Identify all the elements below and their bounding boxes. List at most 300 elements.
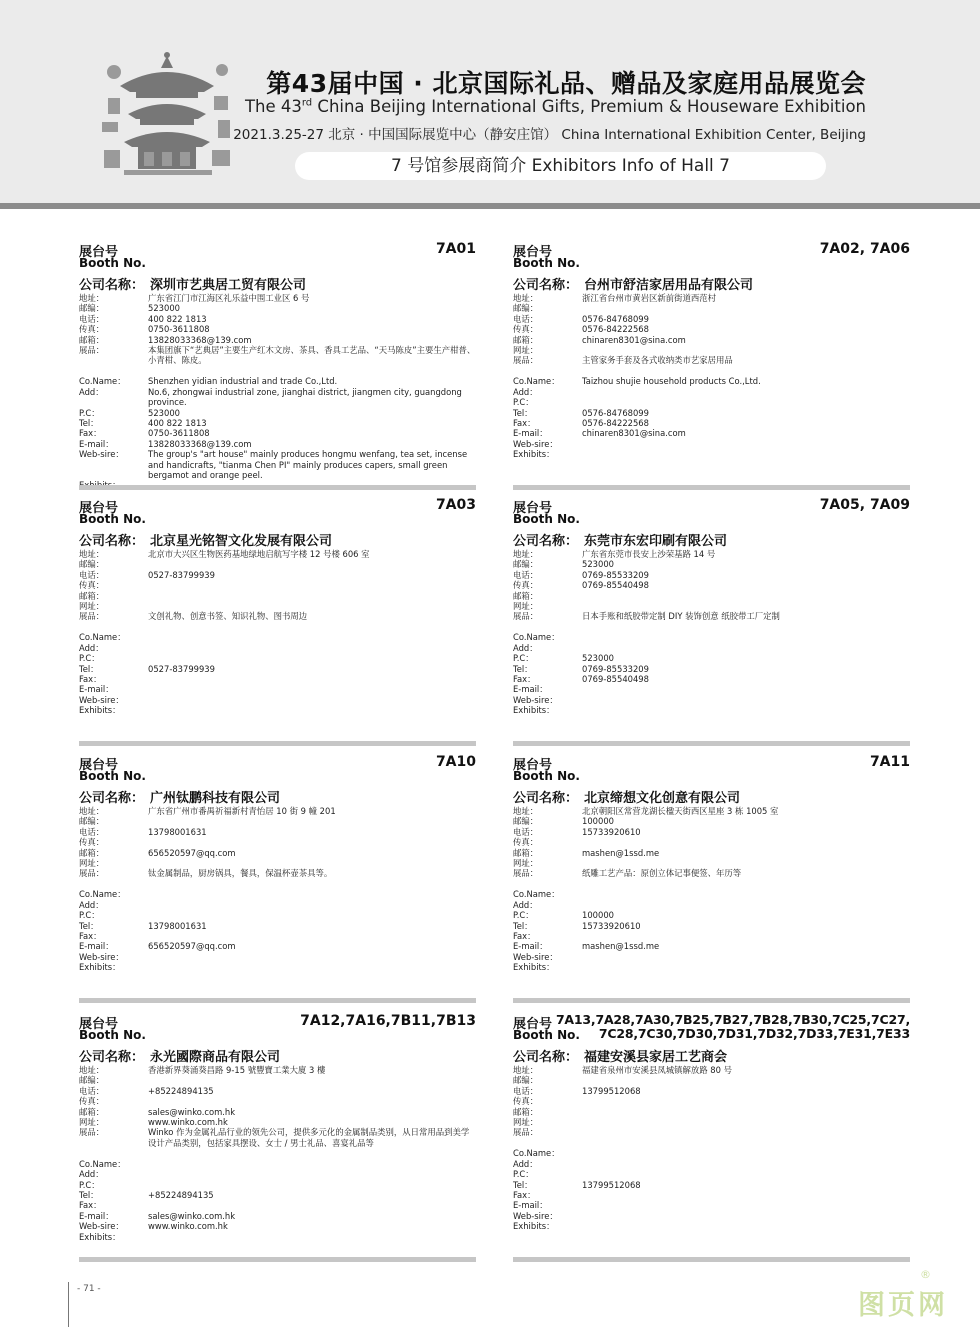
field-label: Fax： (513, 1189, 536, 1200)
field-row-en (513, 428, 910, 438)
field-row-en (79, 653, 476, 663)
field-row-en (79, 931, 476, 941)
field-row-cn (513, 848, 910, 858)
field-label: 地址： (79, 293, 105, 303)
field-value: 0576-84222568 (582, 324, 649, 335)
field-label: 展品： (513, 355, 539, 366)
field-label: 邮箱： (513, 334, 539, 345)
field-value: 13799512068 (582, 1179, 641, 1190)
field-row-en (513, 376, 910, 386)
field-value (582, 1221, 910, 1231)
field-row-en (79, 418, 476, 428)
field-row-en (513, 1190, 910, 1200)
field-row-en (79, 1200, 476, 1210)
field-row-cn (79, 345, 476, 366)
company-name: 北京星光铭智文化发展有限公司 (150, 534, 333, 549)
field-row-en (513, 889, 910, 899)
field-label: 地址： (513, 293, 539, 303)
field-label: Exhibits： (513, 449, 555, 460)
field-value: No.6, zhongwai industrial zone, jianghai district, jiangmen city, guangdong province. (148, 386, 462, 408)
field-row-cn (79, 324, 476, 334)
field-label: 展品： (79, 1127, 105, 1138)
section-gap (79, 622, 476, 633)
field-row-en (79, 705, 476, 715)
field-value (582, 397, 910, 407)
field-value: Shenzhen yidian industrial and trade Co.,Ltd. (148, 376, 338, 387)
field-label: 邮箱： (513, 590, 539, 601)
field-label: 传真： (513, 837, 539, 848)
field-label: P.C： (79, 910, 100, 921)
field-label: 网址： (79, 858, 105, 869)
field-value (148, 962, 476, 972)
field-value: +85224894135 (148, 1085, 214, 1096)
field-value: 文创礼物、创意书签、知识礼物、图书周边 (148, 611, 308, 622)
field-label: 电话： (79, 313, 105, 324)
field-row-en (79, 684, 476, 694)
field-label: 传真： (513, 324, 539, 335)
field-row-cn (79, 806, 476, 816)
field-value (148, 674, 476, 684)
field-value (148, 1180, 476, 1190)
field-row-en (79, 952, 476, 962)
field-row-en (513, 900, 910, 910)
field-row-cn (79, 293, 476, 303)
field-label: 邮箱： (79, 847, 105, 858)
field-row-cn (79, 1075, 476, 1085)
field-label: 地址： (79, 549, 105, 559)
field-value: www.winko.com.hk (148, 1117, 228, 1128)
field-row-en (513, 408, 910, 418)
contact-fields (513, 806, 910, 973)
field-label: E-mail： (79, 1210, 114, 1221)
booth-label-en: Booth No. (513, 1028, 580, 1042)
contact-fields (79, 1065, 476, 1242)
card-divider (79, 485, 476, 490)
field-row-cn (79, 314, 476, 324)
field-label: 电话： (513, 826, 539, 837)
field-value: 福建省泉州市安溪县凤城镇解放路 80 号 (582, 1065, 732, 1075)
field-label: P.C： (79, 407, 100, 418)
field-row-cn (79, 559, 476, 569)
exhibitor-card (79, 241, 476, 490)
field-value: 主管家务手套及各式收纳类市艺家居用品 (582, 355, 733, 366)
field-label: Co.Name： (79, 889, 126, 900)
field-label: 传真： (79, 837, 105, 848)
field-row-cn (79, 837, 476, 847)
field-row-cn (513, 837, 910, 847)
field-row-cn (513, 580, 910, 590)
field-row-cn (513, 806, 910, 816)
field-row-cn (513, 858, 910, 868)
field-row-en (513, 921, 910, 931)
field-value: 0750-3611808 (148, 324, 210, 335)
field-value (148, 858, 476, 868)
field-label: 邮编： (513, 816, 539, 827)
field-label: Exhibits： (513, 1221, 555, 1232)
field-row-en (79, 921, 476, 931)
field-value (582, 345, 910, 355)
field-row-cn (513, 1127, 910, 1137)
field-row-cn (79, 611, 476, 621)
booth-number (556, 1013, 910, 1041)
field-value (582, 962, 910, 972)
field-value: mashen@1ssd.me (582, 941, 660, 952)
section-gap (79, 879, 476, 890)
company-name: 台州市舒洁家居用品有限公司 (584, 278, 754, 293)
field-label: 邮编： (79, 559, 105, 570)
field-value: 浙江省台州市黄岩区新前街道西范村 (582, 293, 716, 303)
field-label: Add： (79, 642, 104, 653)
company-label: 公司名称： (79, 278, 145, 293)
exhibition-title-cn: 第43届中国 · 北京国际礼品、赠品及家庭用品展览会 (266, 69, 866, 98)
field-value (582, 1117, 910, 1127)
field-label: Tel： (79, 417, 99, 428)
field-label: 邮箱： (79, 1106, 105, 1117)
field-row-cn (79, 591, 476, 601)
company-name: 深圳市艺典居工贸有限公司 (150, 278, 307, 293)
field-value: 0576-84768099 (582, 313, 649, 324)
field-row-en (513, 674, 910, 684)
field-row-cn (79, 601, 476, 611)
field-value: 400 822 1813 (148, 417, 207, 428)
field-label: E-mail： (79, 438, 114, 449)
field-label: 传真： (513, 580, 539, 591)
exhibition-logo (100, 52, 235, 177)
field-label: Co.Name： (513, 889, 560, 900)
field-value (148, 591, 476, 601)
field-value: 13799512068 (582, 1085, 641, 1096)
field-row-en (79, 376, 476, 386)
company-name: 福建安溪县家居工艺商会 (584, 1050, 728, 1065)
field-value: The group's "art house" mainly produces hongmu wenfang, tea set, incense and handicrafts, "tianma Chen PI" mainly produces capers, small green bergamot and orange peel. (148, 449, 468, 480)
field-value (582, 1200, 910, 1210)
field-value: www.winko.com.hk (148, 1221, 228, 1232)
field-row-cn (79, 1127, 476, 1148)
field-value: 15733920610 (582, 920, 641, 931)
company-name: 北京缔想文化创意有限公司 (584, 791, 741, 806)
field-label: 邮箱： (79, 590, 105, 601)
section-gap (79, 1148, 476, 1159)
section-gap (513, 622, 910, 633)
field-value (582, 1107, 910, 1117)
field-row-en (79, 643, 476, 653)
field-label: 地址： (513, 549, 539, 559)
booth-label-cn: 展台号 (79, 1017, 119, 1032)
company-label: 公司名称： (513, 278, 579, 293)
field-row-cn (513, 827, 910, 837)
field-row-cn (513, 816, 910, 826)
field-label: Add： (79, 1169, 104, 1180)
field-row-cn (79, 858, 476, 868)
field-row-en (79, 632, 476, 642)
field-row-cn (79, 827, 476, 837)
field-label: Add： (79, 899, 104, 910)
field-value: 0769-85540498 (582, 580, 649, 591)
field-row-cn (79, 1107, 476, 1117)
exhibition-date-venue: 2021.3.25-27 北京 · 中国国际展览中心（静安庄馆） China International Exhibition Center, Beijing (233, 127, 866, 143)
field-value (148, 837, 476, 847)
field-row-en (79, 439, 476, 449)
field-row-en (513, 705, 910, 715)
field-label: Tel： (513, 920, 533, 931)
field-row-en (513, 910, 910, 920)
field-row-cn (513, 570, 910, 580)
company-name-row (79, 787, 280, 806)
field-row-en (79, 941, 476, 951)
field-value: 400 822 1813 (148, 313, 207, 324)
field-label: 地址： (79, 1065, 105, 1075)
field-value: 656520597@qq.com (148, 941, 236, 952)
field-label: Tel： (79, 1189, 99, 1200)
booth-label-en: Booth No. (79, 512, 146, 526)
field-label: 传真： (79, 580, 105, 591)
field-value (148, 816, 476, 826)
card-divider (79, 741, 476, 746)
field-label: Fax： (79, 930, 102, 941)
field-row-cn (79, 1065, 476, 1075)
field-label: 网址： (513, 601, 539, 612)
field-value (582, 931, 910, 941)
field-value (582, 837, 910, 847)
field-row-cn (79, 303, 476, 313)
field-value (148, 1075, 476, 1085)
field-row-en (513, 632, 910, 642)
field-label: Tel： (513, 407, 533, 418)
field-value (582, 1211, 910, 1221)
field-value: 100000 (582, 910, 614, 921)
field-label: 地址： (79, 806, 105, 816)
field-value: 香港新界葵涌葵昌路 9-15 號豐寶工業大廈 3 樓 (148, 1065, 326, 1075)
field-row-cn (79, 570, 476, 580)
exhibitor-card (513, 754, 910, 1003)
field-label: 邮编： (513, 1075, 539, 1086)
field-value (582, 1159, 910, 1169)
field-label: P.C： (79, 653, 100, 664)
field-label: Exhibits： (79, 1231, 121, 1242)
field-value: 523000 (582, 559, 614, 570)
contact-fields (79, 549, 476, 716)
field-label: 展品： (513, 868, 539, 879)
booth-label-en: Booth No. (513, 769, 580, 783)
booth-number: 7A12,7A16,7B11,7B13 (300, 1013, 476, 1029)
field-value (582, 695, 910, 705)
field-label: Co.Name： (79, 376, 126, 387)
field-label: Tel： (513, 1179, 533, 1190)
field-row-en (79, 428, 476, 438)
field-label: P.C： (513, 397, 534, 408)
field-row-en (513, 1221, 910, 1231)
field-row-en (513, 643, 910, 653)
field-row-en (513, 684, 910, 694)
field-value: 523000 (148, 407, 180, 418)
field-row-cn (79, 335, 476, 345)
field-label: Fax： (79, 428, 102, 439)
exhibition-title-en (245, 97, 866, 116)
field-label: P.C： (513, 910, 534, 921)
field-value (582, 439, 910, 449)
field-row-cn (513, 549, 910, 559)
field-value (582, 449, 910, 459)
field-value (582, 858, 910, 868)
booth-label-en: Booth No. (513, 256, 580, 270)
field-value: sales@winko.com.hk (148, 1106, 236, 1117)
field-label: Exhibits： (79, 705, 121, 716)
company-label: 公司名称： (79, 534, 145, 549)
card-divider (79, 998, 476, 1003)
field-label: Fax： (79, 1200, 102, 1211)
field-value: 523000 (582, 653, 614, 664)
field-row-en (79, 889, 476, 899)
exhibitor-card (513, 497, 910, 746)
field-row-en (513, 387, 910, 397)
field-value (148, 653, 476, 663)
field-label: 电话： (513, 569, 539, 580)
field-label: E-mail： (79, 684, 114, 695)
field-label: Fax： (513, 930, 536, 941)
booth-label-cn: 展台号 (513, 1017, 553, 1032)
booth-label-en: Booth No. (513, 512, 580, 526)
field-value: mashen@1ssd.me (582, 847, 660, 858)
field-label: Web-sire： (79, 951, 124, 962)
field-value: 日本手账和纸胶带定制 DIY 装饰创意 纸胶带工厂定制 (582, 611, 780, 622)
field-value: 本集团旗下“艺典居”主要生产红木文房、茶具、香具工艺品、“天马陈皮”主要生产柑普、小青柑、陈皮。 (148, 345, 476, 366)
field-value: 523000 (148, 303, 180, 314)
field-row-cn (513, 611, 910, 621)
field-row-en (513, 439, 910, 449)
section-gap (513, 366, 910, 377)
section-gap (79, 366, 476, 377)
field-row-cn (513, 868, 910, 878)
contact-fields (79, 293, 476, 491)
company-name-row (513, 530, 727, 549)
field-label: 邮编： (79, 1075, 105, 1086)
field-row-en (79, 449, 476, 480)
exhibitor-card (79, 754, 476, 1003)
field-value: 0527-83799939 (148, 569, 215, 580)
company-name: 永光國際商品有限公司 (150, 1050, 281, 1065)
field-row-en (513, 1169, 910, 1179)
booth-label-cn: 展台号 (79, 758, 119, 773)
field-label: Tel： (513, 663, 533, 674)
field-value (148, 632, 476, 642)
field-label: 地址： (513, 806, 539, 816)
company-label: 公司名称： (513, 1050, 579, 1065)
field-row-cn (513, 1107, 910, 1117)
field-label: Add： (513, 642, 538, 653)
hall-banner: 7 号馆参展商简介 Exhibitors Info of Hall 7 (295, 152, 826, 180)
field-value (148, 695, 476, 705)
field-value: 广东省江门市江海区礼乐益中围工业区 6 号 (148, 293, 310, 303)
field-label: Co.Name： (513, 376, 560, 387)
field-row-en (513, 397, 910, 407)
company-name: 东莞市东宏印刷有限公司 (584, 534, 728, 549)
field-row-en (513, 1159, 910, 1169)
field-label: Co.Name： (513, 1148, 560, 1159)
field-row-en (513, 664, 910, 674)
field-label: Fax： (513, 673, 536, 684)
field-row-cn (513, 335, 910, 345)
field-label: Add： (513, 1158, 538, 1169)
field-label: 电话： (79, 1085, 105, 1096)
page-number: - 71 - (77, 1284, 101, 1294)
field-row-cn (513, 345, 910, 355)
field-value (148, 1169, 476, 1179)
field-label: Co.Name： (79, 632, 126, 643)
field-value: 13798001631 (148, 826, 207, 837)
field-label: 电话： (513, 313, 539, 324)
company-name-row (79, 1046, 280, 1065)
booth-label-cn: 展台号 (513, 758, 553, 773)
footer-rule (68, 1282, 69, 1327)
card-divider (513, 998, 910, 1003)
exhibitor-card (513, 241, 910, 490)
field-value: chinaren8301@sina.com (582, 428, 686, 439)
field-label: 邮编： (79, 303, 105, 314)
company-name-row (79, 274, 306, 293)
field-row-cn (513, 314, 910, 324)
title-en-ordinal: rd (301, 97, 313, 109)
field-label: 电话： (513, 1085, 539, 1096)
field-row-en (513, 695, 910, 705)
field-value: 钛金属制品，厨房锅具，餐具，保温杯壶茶具等。 (148, 868, 333, 879)
field-value (148, 705, 476, 715)
field-row-en (79, 664, 476, 674)
field-row-cn (513, 1117, 910, 1127)
exhibitor-card (79, 497, 476, 746)
field-label: 邮编： (513, 559, 539, 570)
field-row-en (79, 900, 476, 910)
company-name-row (513, 787, 740, 806)
field-row-cn (513, 293, 910, 303)
card-divider (513, 1257, 910, 1262)
field-label: E-mail： (79, 941, 114, 952)
field-row-en (79, 674, 476, 684)
field-row-cn (513, 601, 910, 611)
field-value (148, 1232, 476, 1242)
field-row-en (79, 1159, 476, 1169)
company-name: 广州钛鹏科技有限公司 (150, 791, 281, 806)
contact-fields (513, 293, 910, 460)
field-label: 展品： (79, 345, 105, 356)
field-value (582, 952, 910, 962)
field-value (148, 559, 476, 569)
field-value (148, 643, 476, 653)
field-value (582, 601, 910, 611)
field-row-cn (79, 1096, 476, 1106)
booth-label-cn: 展台号 (513, 501, 553, 516)
field-row-en (513, 941, 910, 951)
booth-label-cn: 展台号 (513, 245, 553, 260)
field-label: 地址： (513, 1065, 539, 1075)
field-label: 网址： (79, 601, 105, 612)
field-label: Fax： (79, 673, 102, 684)
field-value (582, 1127, 910, 1137)
field-label: P.C： (513, 1169, 534, 1180)
field-label: 电话： (79, 826, 105, 837)
field-row-cn (513, 591, 910, 601)
field-value: 0769-85533209 (582, 663, 649, 674)
company-label: 公司名称： (513, 791, 579, 806)
field-row-en (79, 408, 476, 418)
field-row-cn (513, 1086, 910, 1096)
field-row-en (79, 1190, 476, 1200)
field-label: 展品： (79, 611, 105, 622)
field-value (148, 684, 476, 694)
field-value: 15733920610 (582, 826, 641, 837)
watermark-registered-mark: ® (920, 1268, 931, 1281)
field-value: Taizhou shujie household products Co.,Ltd. (582, 376, 761, 387)
field-row-cn (513, 1065, 910, 1075)
